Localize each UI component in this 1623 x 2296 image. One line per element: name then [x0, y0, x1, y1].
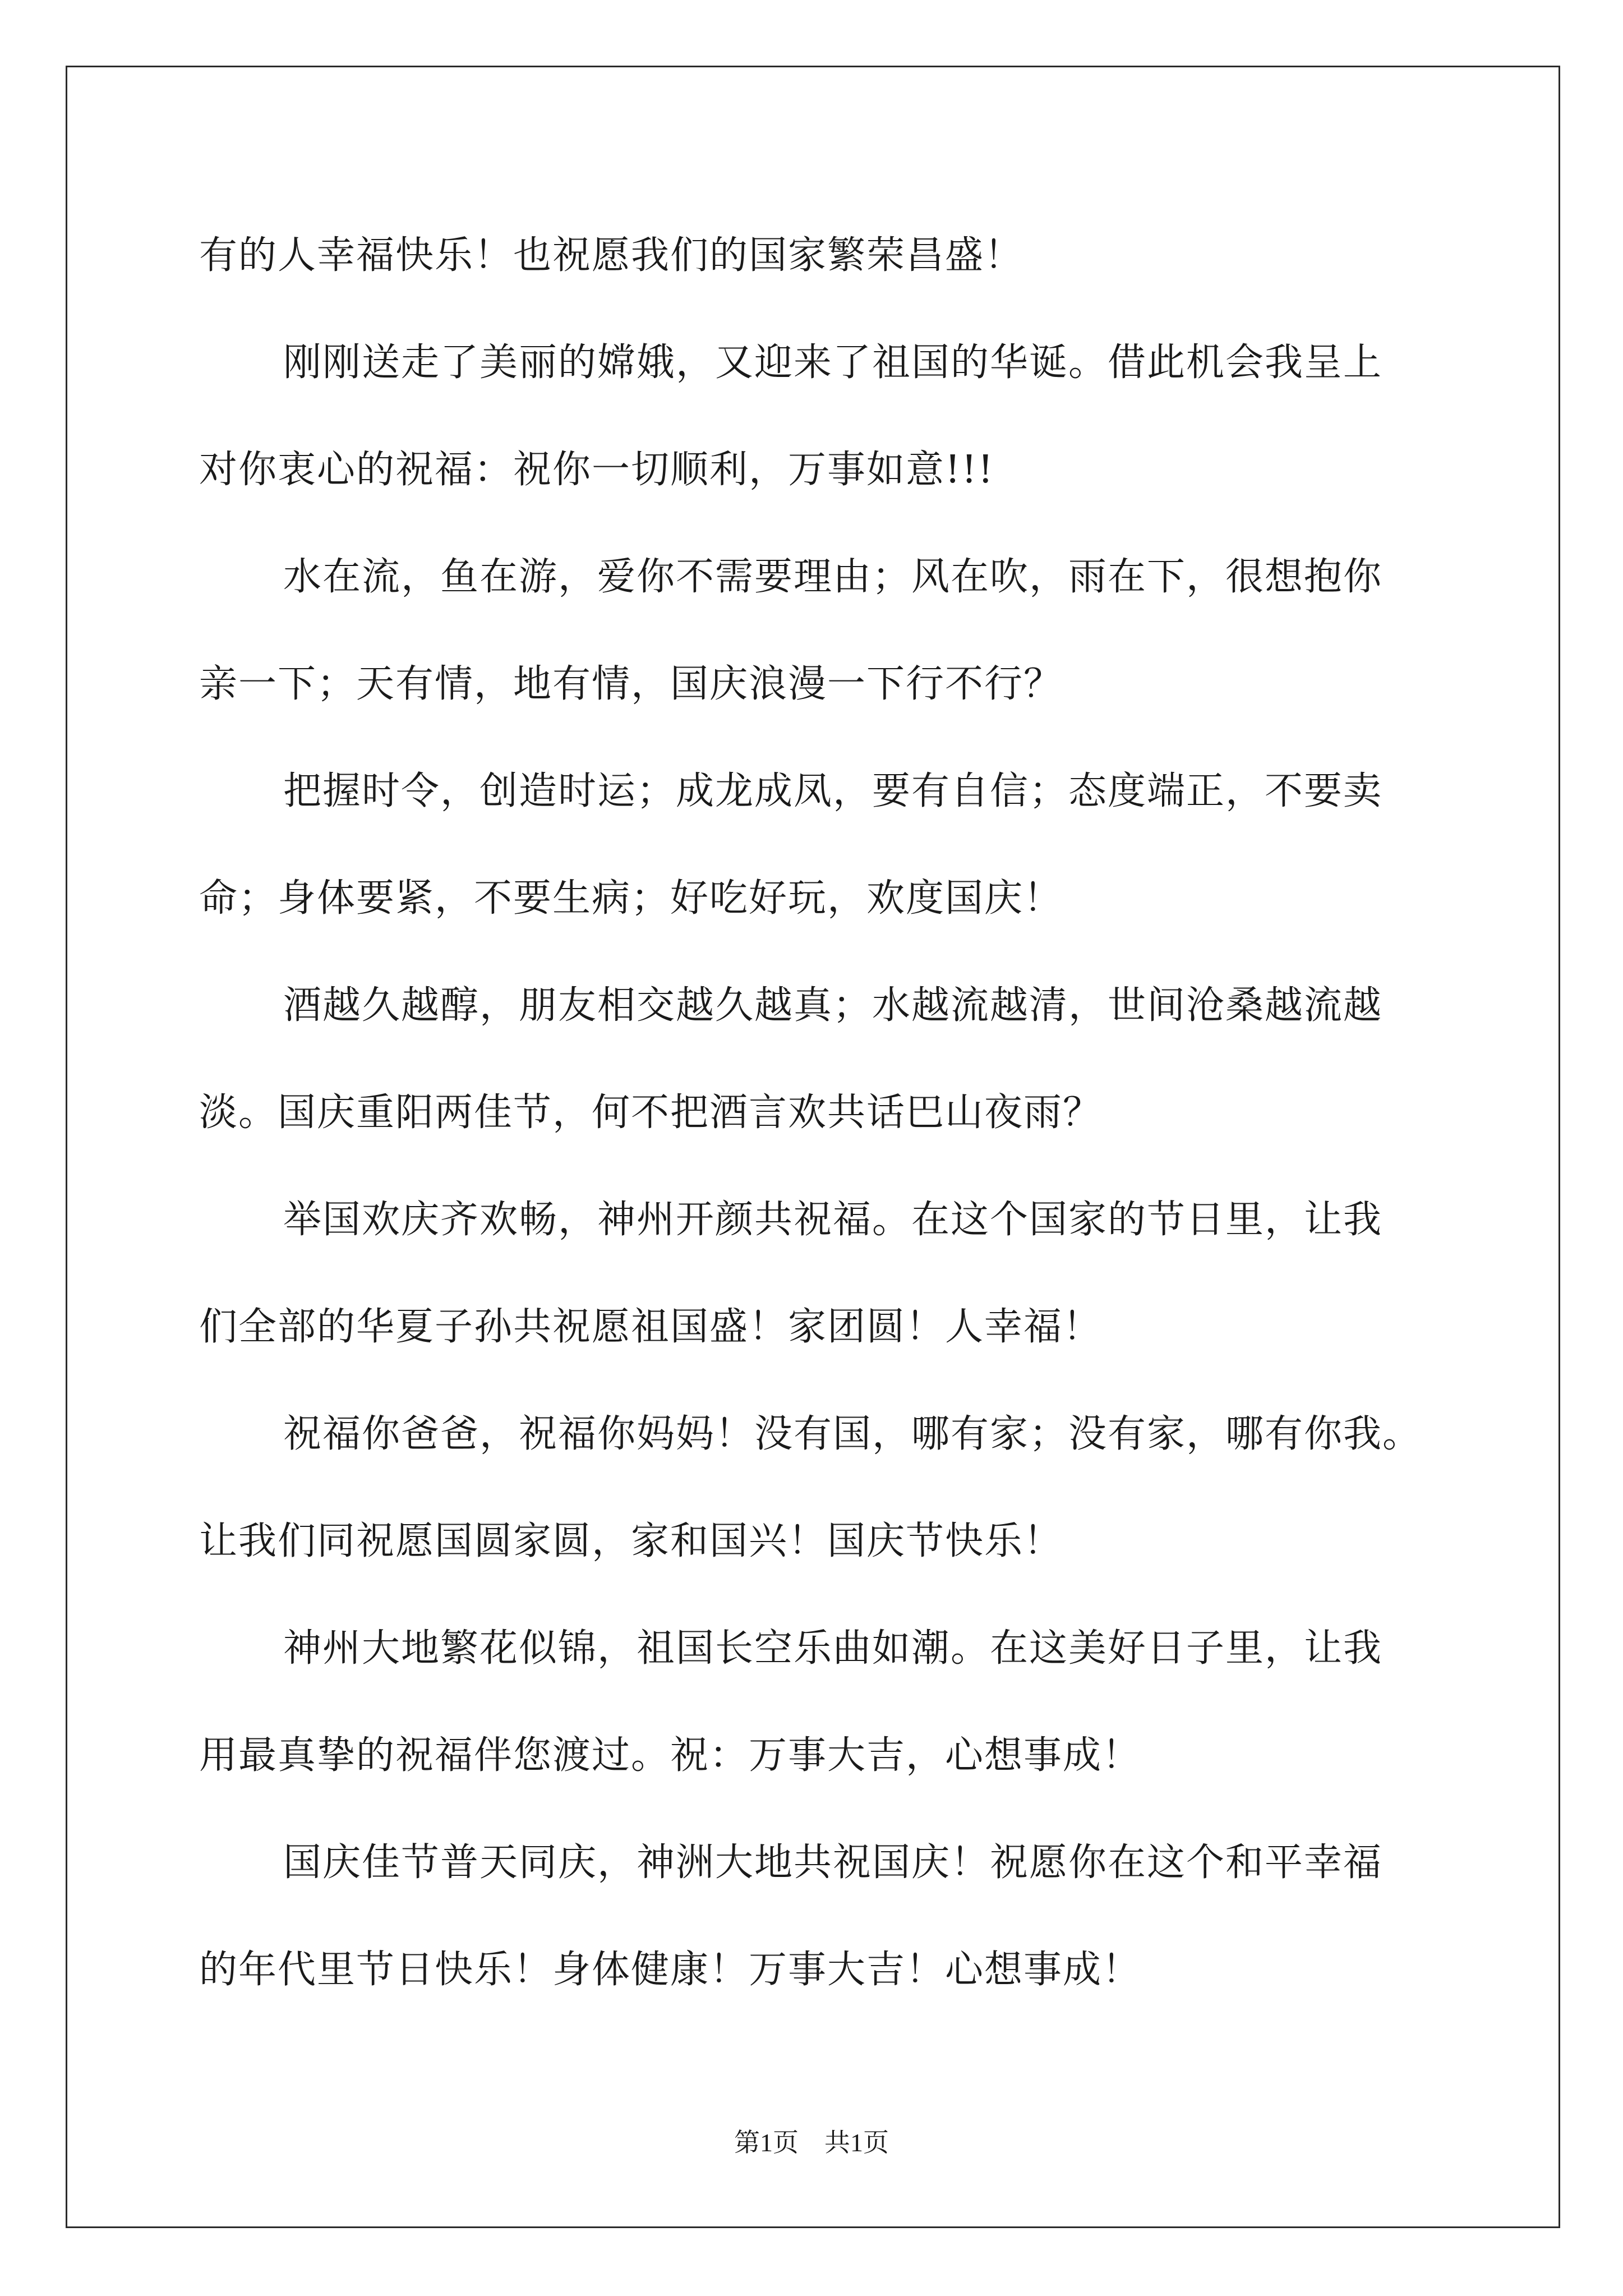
paragraph-first-line: 举国欢庆齐欢畅，神州开颜共祝福。在这个国家的节日里，让我 — [283, 1198, 1383, 1242]
paragraph-first-line: 刚刚送走了美丽的嫦娥，又迎来了祖国的华诞。借此机会我呈上 — [283, 341, 1383, 385]
document-body — [199, 202, 1433, 2023]
paragraph-line: 对你衷心的祝福：祝你一切顺利，万事如意!!! — [199, 448, 994, 492]
paragraph-first-line: 国庆佳节普天同庆，神洲大地共祝国庆！祝愿你在这个和平幸福 — [283, 1841, 1383, 1885]
paragraph-first-line: 把握时令，创造时运；成龙成凤，要有自信；态度端正，不要卖 — [283, 769, 1383, 813]
paragraph-line: 淡。国庆重阳两佳节，何不把酒言欢共话巴山夜雨？ — [199, 1091, 1103, 1135]
paragraph-line: 让我们同祝愿国圆家圆，家和国兴！国庆节快乐！ — [199, 1519, 1063, 1563]
paragraph-first-line: 神州大地繁花似锦，祖国长空乐曲如潮。在这美好日子里，让我 — [283, 1626, 1383, 1671]
paragraph-line: 用最真挚的祝福伴您渡过。祝：万事大吉，心想事成！ — [199, 1733, 1142, 1778]
paragraph-line: 命；身体要紧，不要生病；好吃好玩，欢度国庆！ — [199, 876, 1063, 921]
paragraph-first-line: 祝福你爸爸，祝福你妈妈！没有国，哪有家；没有家，哪有你我。 — [283, 1412, 1422, 1456]
paragraph-line: 亲一下；天有情，地有情，国庆浪漫一下行不行？ — [199, 662, 1063, 706]
paragraph-first-line: 水在流，鱼在游，爱你不需要理由；风在吹，雨在下，很想抱你 — [283, 555, 1383, 599]
page-footer: 第1页 共1页 — [734, 2128, 889, 2157]
paragraph-line: 们全部的华夏子孙共祝愿祖国盛！家团圆！人幸福！ — [199, 1305, 1103, 1349]
paragraph-line: 有的人幸福快乐！也祝愿我们的国家繁荣昌盛！ — [199, 233, 1024, 278]
paragraph-first-line: 酒越久越醇，朋友相交越久越真；水越流越清，世间沧桑越流越 — [283, 983, 1383, 1028]
paragraph-line: 的年代里节日快乐！身体健康！万事大吉！心想事成！ — [199, 1948, 1142, 1992]
